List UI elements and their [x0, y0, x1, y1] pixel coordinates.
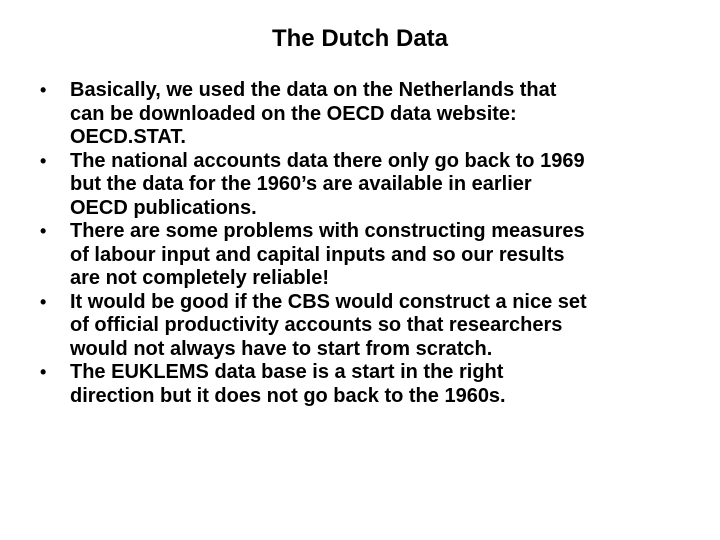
bullet-item	[40, 361, 700, 408]
bullet-text-line: but the data for the 1960’s are available in earlier	[70, 173, 532, 195]
bullet-text-line: The national accounts data there only go back to 1969	[70, 149, 585, 172]
bullet-icon: •	[40, 291, 47, 312]
bullet-item	[40, 79, 700, 150]
bullet-text-line: would not always have to start from scratch.	[70, 337, 493, 360]
bullet-text-line: can be downloaded on the OECD data website:	[70, 102, 517, 125]
bullet-text-line: direction but it does not go back to the 1960s.	[70, 384, 506, 407]
bullet-item	[40, 291, 700, 362]
bullet-item	[40, 220, 700, 291]
bullet-icon: •	[40, 80, 47, 100]
bullet-text-line: Basically, we used the data on the Netherlands that	[70, 79, 557, 101]
bullet-text-line: It would be good if the CBS would construct a nice set	[70, 290, 587, 313]
bullet-text-line: of official productivity accounts so that researchers	[70, 314, 563, 336]
bullet-list	[40, 79, 700, 408]
bullet-text-line: OECD publications.	[70, 196, 257, 219]
bullet-item	[40, 150, 700, 221]
bullet-text-line: The EUKLEMS data base is a start in the right	[70, 361, 504, 383]
bullet-icon: •	[40, 150, 47, 171]
bullet-text-line: are not completely reliable!	[70, 267, 329, 289]
bullet-icon: •	[40, 362, 47, 382]
bullet-text-line: OECD.STAT.	[70, 126, 186, 148]
bullet-icon: •	[40, 221, 47, 241]
bullet-text-line: of labour input and capital inputs and so our results	[70, 243, 565, 266]
bullet-text-line: There are some problems with constructing measures	[70, 220, 585, 242]
slide-title: The Dutch Data	[271, 25, 448, 52]
